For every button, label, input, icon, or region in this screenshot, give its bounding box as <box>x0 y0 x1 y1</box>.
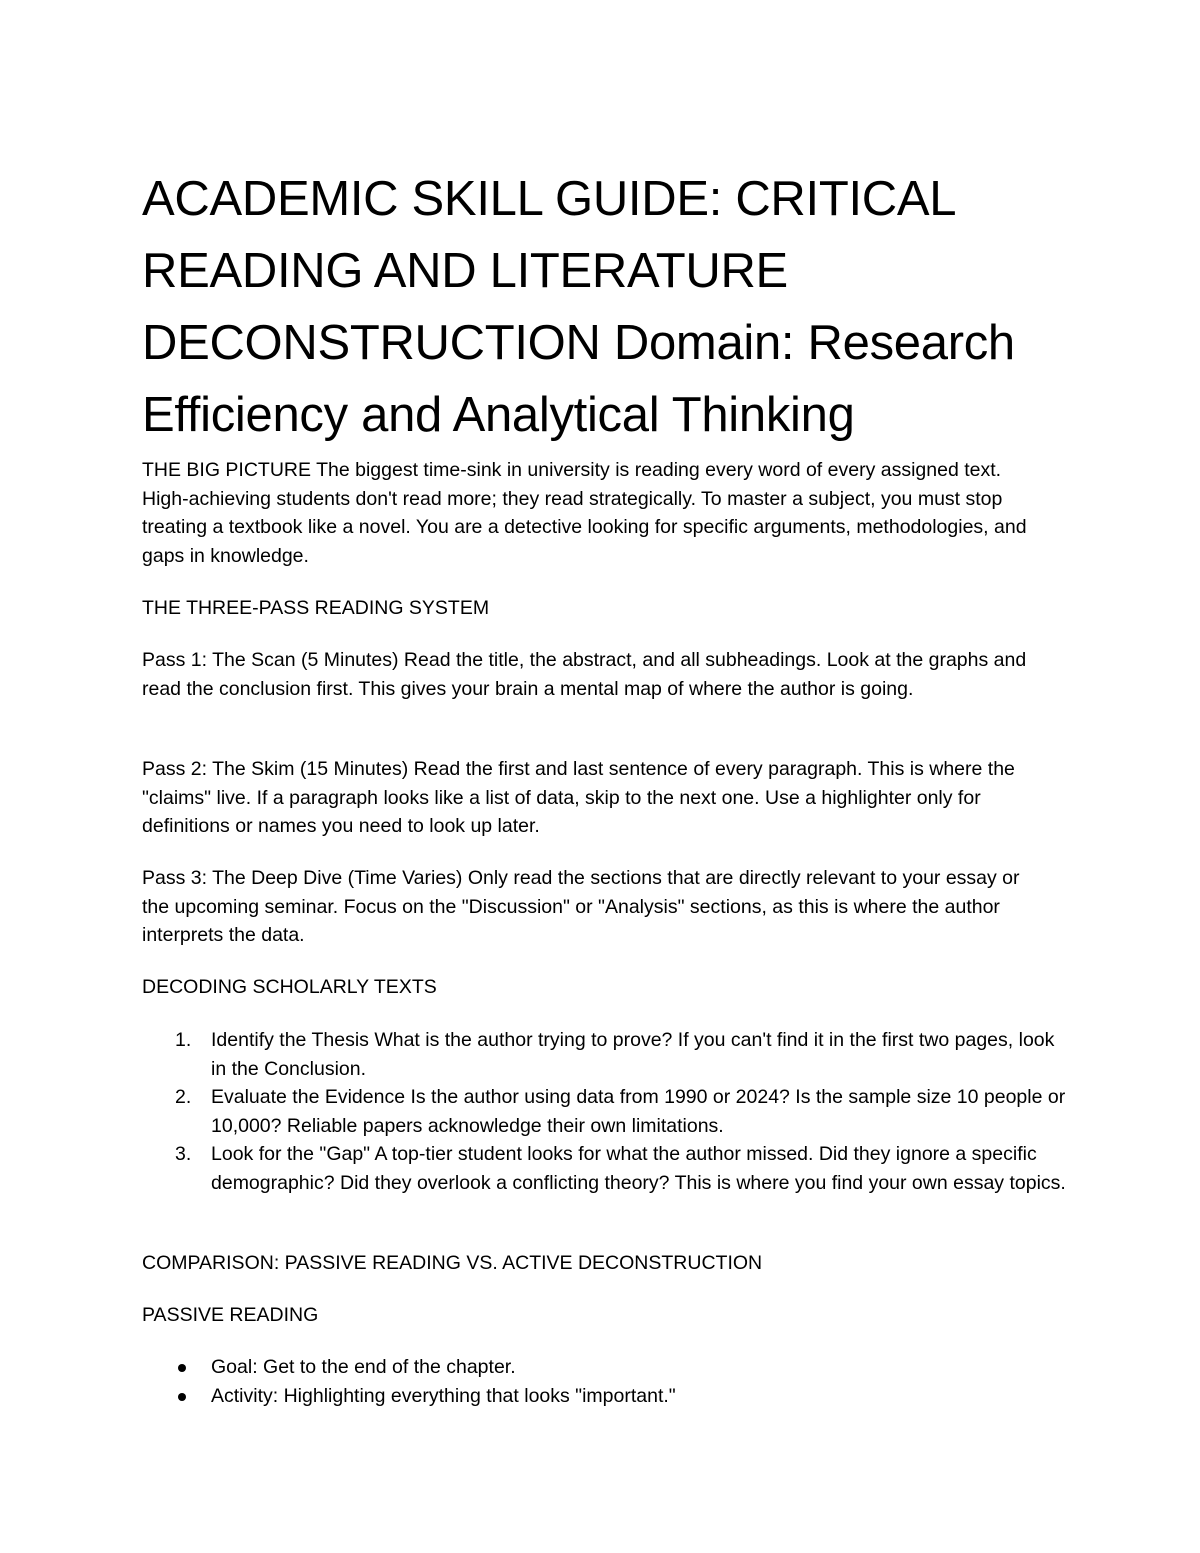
decoding-heading: DECODING SCHOLARLY TEXTS <box>142 976 437 998</box>
list-item-text: Look for the "Gap" A top-tier student looks for what the author missed. Did they ignore a specific demographic? Did they overlook a conflicting theory? This is where you find your own essay topics. <box>211 1143 1066 1194</box>
document-title: ACADEMIC SKILL GUIDE: CRITICAL READING AND LITERATURE DECONSTRUCTION Domain: Research Efficiency and Analytical Thinking <box>142 172 1015 442</box>
big-picture-paragraph: THE BIG PICTURE The biggest time-sink in university is reading every word of every assigned text. High-achieving students don't read more; they read strategically. To master a subject, you must stop treating a textbook like a novel. You are a detective looking for specific arguments, methodologies, and gaps in knowledge. <box>142 459 1027 568</box>
passive-list-item <box>142 1353 1072 1382</box>
decoding-list-item <box>142 1026 1072 1083</box>
passive-list-item <box>142 1382 1072 1411</box>
bullet-icon <box>178 1364 186 1372</box>
pass-3-paragraph: Pass 3: The Deep Dive (Time Varies) Only read the sections that are directly relevant to your essay or the upcoming seminar. Focus on the "Discussion" or "Analysis" sections, as this is where the author interprets the data. <box>142 867 1020 947</box>
comparison-heading: COMPARISON: PASSIVE READING VS. ACTIVE DECONSTRUCTION <box>142 1252 763 1274</box>
list-number: 2. <box>175 1086 192 1108</box>
list-item-text: Goal: Get to the end of the chapter. <box>211 1356 516 1378</box>
list-number: 3. <box>175 1143 192 1165</box>
passive-reading-heading: PASSIVE READING <box>142 1304 319 1326</box>
list-item-text: Evaluate the Evidence Is the author using data from 1990 or 2024? Is the sample size 10 people or 10,000? Reliable papers acknowledge their own limitations. <box>211 1086 1066 1137</box>
decoding-list-item <box>142 1083 1072 1140</box>
bullet-icon <box>178 1393 186 1401</box>
three-pass-heading: THE THREE-PASS READING SYSTEM <box>142 597 490 619</box>
list-item-text: Identify the Thesis What is the author trying to prove? If you can't find it in the first two pages, look in the Conclusion. <box>211 1029 1055 1080</box>
pass-2-paragraph: Pass 2: The Skim (15 Minutes) Read the first and last sentence of every paragraph. This is where the "claims" live. If a paragraph looks like a list of data, skip to the next one. Use a highlighter only for definitions or names you need to look up later. <box>142 758 1015 838</box>
decoding-list-item <box>142 1140 1072 1197</box>
list-number: 1. <box>175 1029 192 1051</box>
list-item-text: Activity: Highlighting everything that looks "important." <box>211 1385 676 1407</box>
pass-1-paragraph: Pass 1: The Scan (5 Minutes) Read the title, the abstract, and all subheadings. Look at the graphs and read the conclusion first. This gives your brain a mental map of where the author is going. <box>142 649 1027 700</box>
